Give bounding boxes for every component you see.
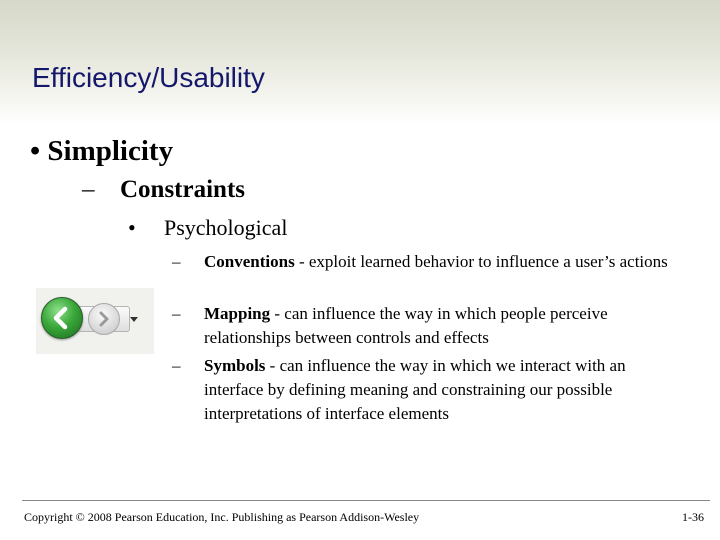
back-arrow-icon — [42, 298, 82, 338]
dash-marker: – — [172, 252, 181, 271]
term: Symbols — [204, 356, 266, 375]
forward-arrow-icon — [89, 304, 119, 334]
page-number: 1-36 — [682, 510, 704, 524]
footer-divider — [22, 500, 710, 501]
term: Mapping — [204, 304, 271, 323]
description: - can influence the way in which people perceive relationships between controls and effects — [204, 304, 608, 347]
bullet-text: Constraints — [120, 176, 246, 203]
term: Conventions — [204, 252, 295, 271]
back-button — [41, 297, 83, 339]
dash-marker: – — [172, 356, 181, 375]
item-conventions — [172, 250, 672, 274]
bullet-psychological — [128, 215, 287, 241]
bullet-marker: • — [30, 135, 41, 167]
dash-marker: – — [172, 304, 181, 323]
bullet-text: Simplicity — [47, 135, 174, 167]
bullet-text: Psychological — [164, 215, 288, 240]
forward-button — [88, 303, 120, 335]
dash-marker: – — [82, 176, 95, 203]
description: - exploit learned behavior to influence a user’s actions — [294, 252, 668, 271]
bullet-marker: • — [128, 215, 136, 240]
bullet-simplicity — [30, 135, 173, 168]
dropdown-arrow-icon — [126, 307, 142, 331]
copyright-text: Copyright © 2008 Pearson Education, Inc. Publishing as Pearson Addison-Wesley — [24, 510, 420, 524]
description: - can influence the way in which we interact with an interface by defining meaning and constraining our possible interpretations of interface elements — [204, 356, 626, 423]
item-symbols — [172, 354, 672, 426]
browser-nav-buttons-image — [36, 288, 154, 354]
bullet-constraints — [82, 176, 245, 204]
slide-title: Efficiency/Usability — [32, 62, 265, 93]
item-mapping — [172, 302, 672, 350]
